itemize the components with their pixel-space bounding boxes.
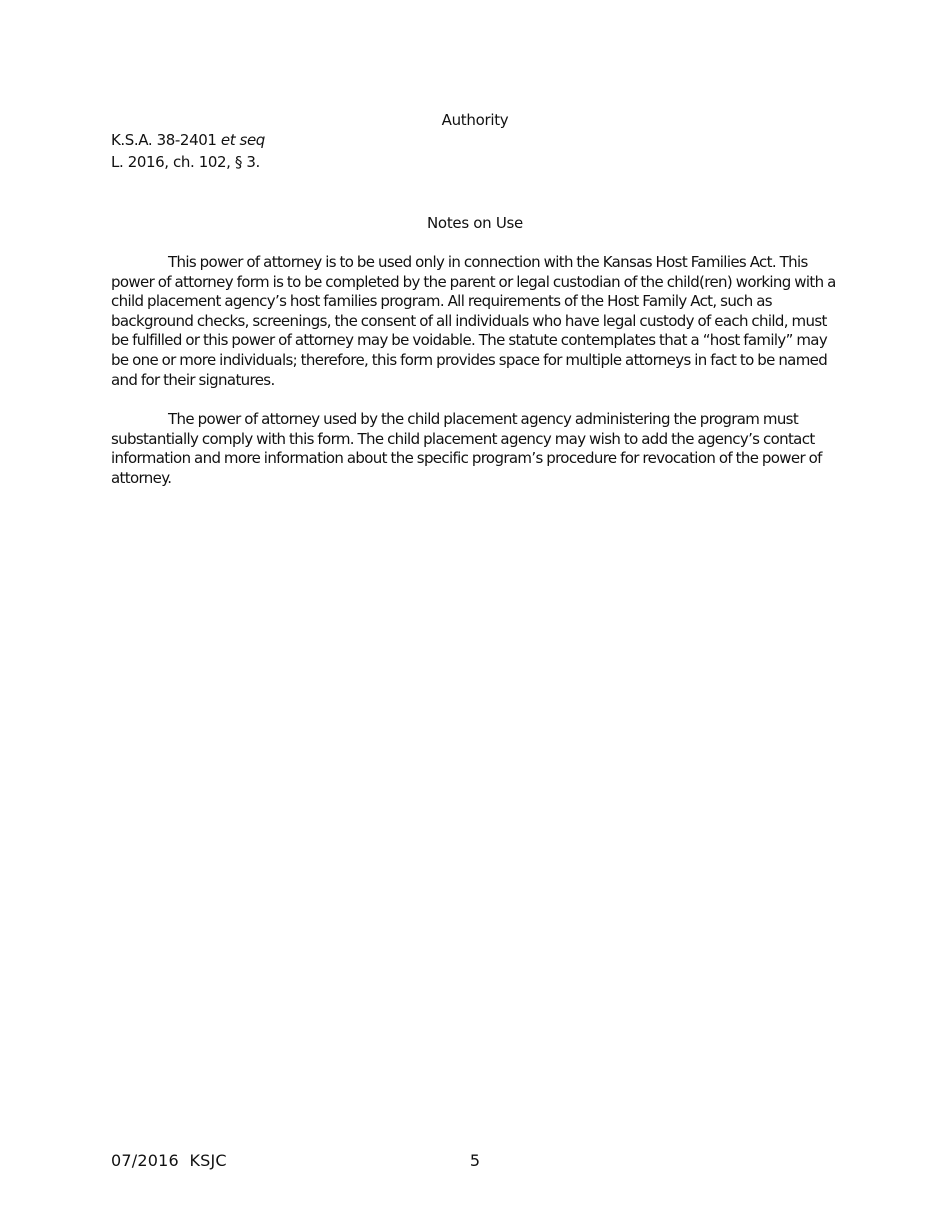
notes-paragraph-1: This power of attorney is to be used only in connection with the Kansas Host Families Act. This power of attorney form is to be completed by the parent or legal custodian of the child(ren) working with a child placement agency’s host families program. All requirements of the Host Family Act, such as background checks, screenings, the consent of all individuals who have legal custody of each child, must be fulfilled or this power of attorney may be voidable. The statute contemplates that a “host family” may be one or more individuals; therefore, this form provides space for multiple attorneys in fact to be named and for their signatures.	[111, 253, 836, 389]
citation-session-law: L. 2016, ch. 102, § 3.	[111, 153, 260, 171]
page-number: 5	[469, 1151, 481, 1170]
notes-paragraph-2: The power of attorney used by the child placement agency administering the program must substantially comply with this form. The child placement agency may wish to add the agency’s contact information and more information about the specific program’s procedure for revocation of the power of attorney.	[111, 410, 822, 487]
footer-date-code: 07/2016 KSJC	[111, 1151, 227, 1170]
citation-ksa-main: K.S.A. 38-2401	[111, 131, 221, 149]
citation-ksa-et-seq: et seq	[220, 131, 265, 149]
notes-on-use-heading: Notes on Use	[427, 214, 523, 232]
citation-ksa	[111, 131, 265, 149]
authority-heading: Authority	[441, 111, 509, 129]
